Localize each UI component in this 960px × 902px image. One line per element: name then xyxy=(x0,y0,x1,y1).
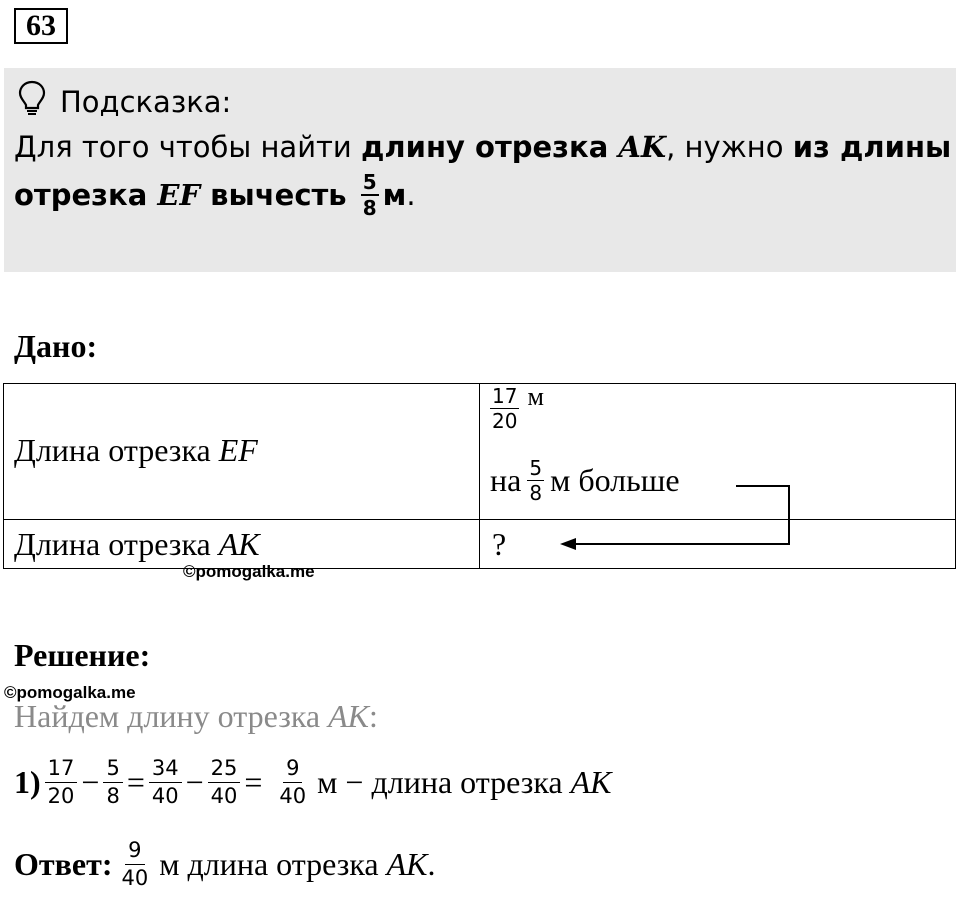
fraction-17-20: $\frac{17}{20}$ xyxy=(492,384,518,433)
hint-text: , нужно xyxy=(666,130,793,164)
hint-text: . xyxy=(406,178,416,212)
fraction: $\frac{34}{40}$ xyxy=(149,758,182,807)
hint-line-1 xyxy=(14,130,951,164)
var-ak: AK xyxy=(386,846,428,882)
var-ef: EF xyxy=(157,178,201,212)
given-heading: Дано: xyxy=(14,328,98,364)
hint-title-row xyxy=(18,80,231,123)
row2-value: ? xyxy=(492,526,507,562)
table-divider-vertical xyxy=(479,383,480,569)
fraction: $\frac{9}{40}$ xyxy=(279,756,307,808)
answer: Ответ: $\frac{9}{40}$ м длина отрезка AK . xyxy=(14,838,436,890)
var-ak: AK xyxy=(570,764,612,800)
hint-bold-text: длину отрезка xyxy=(361,130,619,164)
row1-label: Длина отрезка EF xyxy=(14,432,258,468)
hint-fraction: $\frac{5}{8}$ xyxy=(362,170,377,220)
row1-relation: на $\frac{5}{8}$ м больше xyxy=(490,456,680,505)
solution-intro: Найдем длину отрезка AK: xyxy=(14,698,378,734)
fraction: $\frac{17}{20}$ xyxy=(45,758,78,807)
hint-unit: м xyxy=(382,178,407,212)
hint-title: Подсказка: xyxy=(60,84,232,119)
var-ak: AK xyxy=(618,130,667,164)
var-ak: AK xyxy=(328,698,370,734)
row2-label: Длина отрезка AK xyxy=(14,526,260,562)
table-divider-horizontal xyxy=(3,519,956,520)
hint-bold-text: из длины xyxy=(792,130,952,164)
hint-bold-text: отрезка xyxy=(14,178,158,212)
step-label: 1) xyxy=(14,764,41,800)
hint-line-2 xyxy=(14,172,416,218)
solution-step-1: 1) $\frac{17}{20}$ − $\frac{5}{8}$ = $\frac{34}{40}$ − $\frac{25}{40}$ = $\frac{9}{40}$ м − длина отрезка AK xyxy=(14,756,612,808)
hint-text: Для того чтобы найти xyxy=(14,130,361,164)
task-number: 63 xyxy=(14,8,68,44)
lightbulb-icon xyxy=(18,80,46,123)
watermark: ©pomogalka.me xyxy=(183,562,315,581)
fraction-5-8: $\frac{5}{8}$ xyxy=(529,456,543,505)
answer-label: Ответ: xyxy=(14,846,113,882)
fraction: $\frac{25}{40}$ xyxy=(208,758,241,807)
fraction: $\frac{5}{8}$ xyxy=(103,758,122,807)
row1-value xyxy=(490,381,544,433)
var-ef: EF xyxy=(218,432,258,468)
hint-box xyxy=(4,68,956,272)
unit: м xyxy=(527,381,544,411)
hint-bold-text: вычесть xyxy=(200,178,357,212)
solution-heading: Решение: xyxy=(14,637,151,673)
fraction: $\frac{9}{40}$ xyxy=(121,838,149,890)
var-ak: AK xyxy=(218,526,260,562)
watermark: ©pomogalka.me xyxy=(4,683,136,702)
arrow-connector xyxy=(540,476,800,556)
